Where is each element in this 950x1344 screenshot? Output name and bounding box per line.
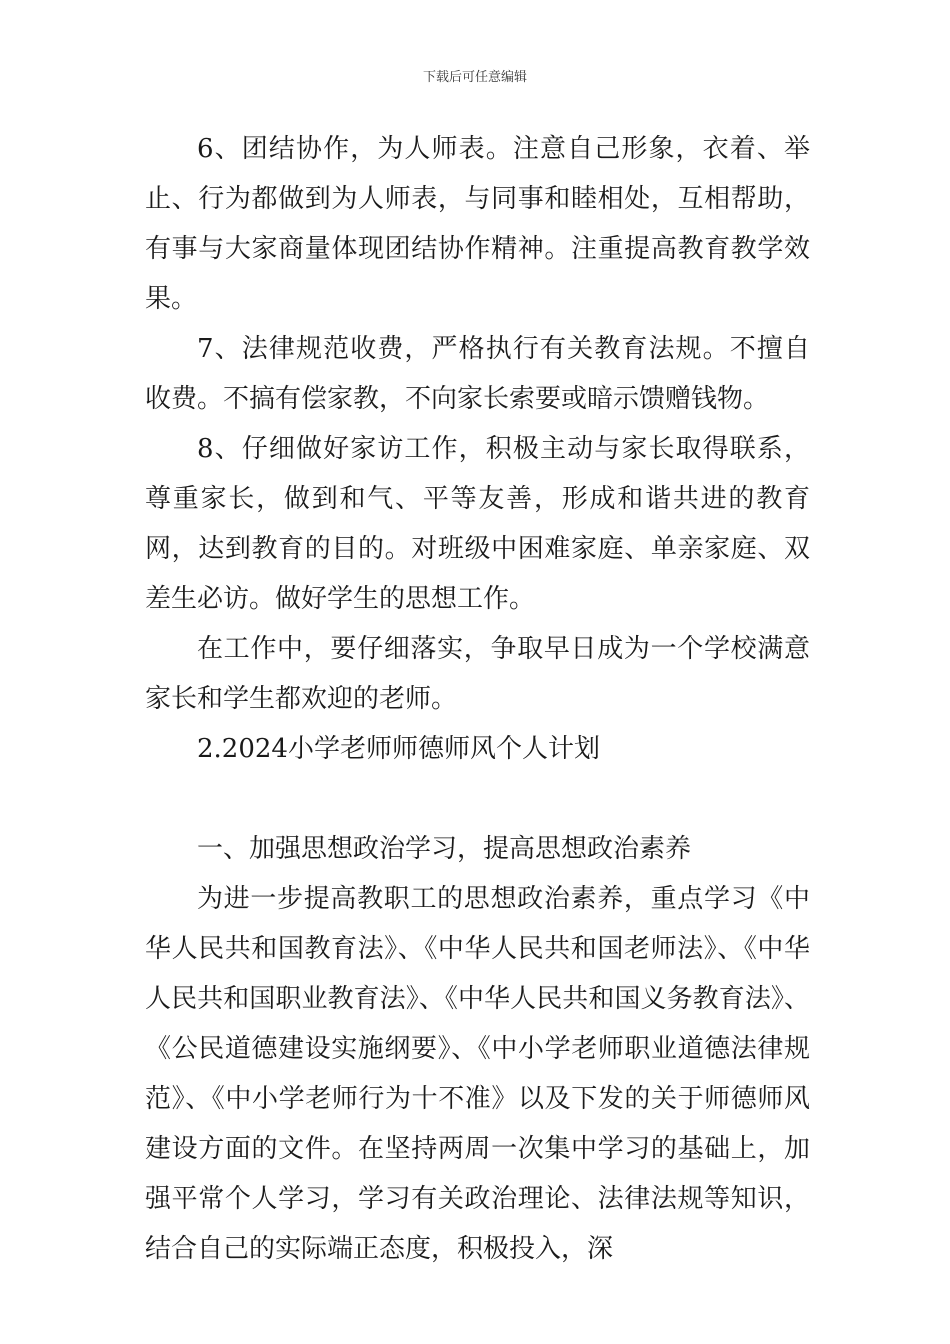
paragraph-item-6: 6、团结协作，为人师表。注意自己形象，衣着、举止、行为都做到为人师表，与同事和睦相处，互相帮助，有事与大家商量体现团结协作精神。注重提高教育教学效果。 [145, 134, 810, 314]
paragraph-study: 为进一步提高教职工的思想政治素养，重点学习《中华人民共和国教育法》、《中华人民共和国老师法》、《中华人民共和国职业教育法》、《中华人民共和国义务教育法》、《公民道德建设实施纲要》、《中小学老师职业道德法律规范》、《中小学老师行为十不准》以及下发的关于师德师风建设方面的文件。在坚持两周一次集中学习的基础上，加强平常个人学习，学习有关政治理论、法律法规等知识，结合自己的实际端正态度，积极投入，深 [145, 884, 810, 1264]
section-spacer [145, 774, 810, 824]
page-header: 下载后可任意编辑 [422, 70, 527, 85]
subsection-heading: 一、加强思想政治学习，提高思想政治素养 [197, 834, 692, 864]
document-body [145, 124, 810, 1274]
section-title: 2.2024小学老师师德师风个人计划 [197, 734, 600, 764]
paragraph-conclusion: 在工作中，要仔细落实，争取早日成为一个学校满意家长和学生都欢迎的老师。 [145, 634, 810, 714]
paragraph-item-8: 8、仔细做好家访工作，积极主动与家长取得联系，尊重家长，做到和气、平等友善，形成和谐共进的教育网，达到教育的目的。对班级中困难家庭、单亲家庭、双差生必访。做好学生的思想工作。 [145, 434, 810, 614]
paragraph-item-7: 7、法律规范收费，严格执行有关教育法规。不擅自收费。不搞有偿家教，不向家长索要或暗示馈赠钱物。 [145, 334, 810, 414]
